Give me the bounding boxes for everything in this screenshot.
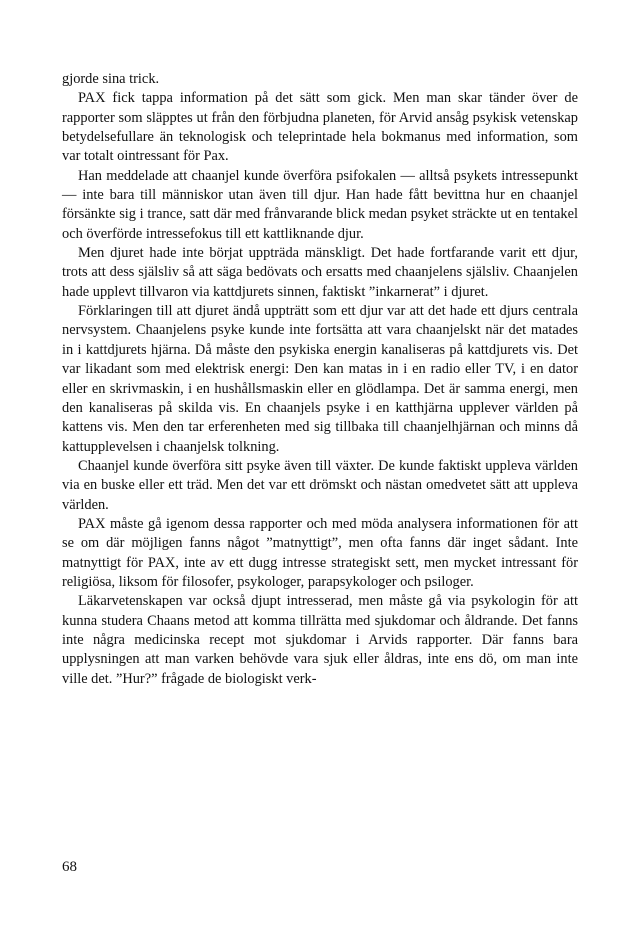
page-number: 68 [62,859,77,875]
paragraph: Men djuret hade inte börjat uppträda mänskligt. Det hade fortfarande varit ett djur, trots att dess själsliv så att säga bedövats och ersatts med chaanjelens själsliv. Chaanjelen hade upplevt tillvaron via kattdjurets sinnen, faktiskt ”inkarnerat” i djuret. [62,245,578,300]
paragraph: Chaanjel kunde överföra sitt psyke även till växter. De kunde faktiskt uppleva världen via en buske eller ett träd. Men det var ett drömskt och nästan omedvetet sätt att uppleva världen. [62,457,578,513]
paragraph: Han meddelade att chaanjel kunde överföra psifokalen — alltså psykets intressepunkt — inte bara till människor utan även till djur. Han hade fått bevittna hur en chaanjel försänkte sig i trance, satt där med frånvarande blick medan psyket sträckte ut en tentakel och överförde intressefokus till ett kattliknande djur. [62,167,578,242]
paragraph: PAX fick tappa information på det sätt som gick. Men man skar tänder över de rapporter som släpptes ut från den förbjudna planeten, för Arvid ansåg psykisk vetenskap betydelsefullare än teknologisk och teleprintade hela bokmanus med information, som var totalt ointressant för Pax. [62,90,578,165]
paragraph: PAX måste gå igenom dessa rapporter och med möda analysera informationen för att se om där möjligen fanns något ”matnyttigt”, men ofta fanns där inget sådant. Inte matnyttigt för PAX, inte av ett dugg intresse strategiskt sett, men mycket intressant för religiösa, liksom för filosofer, psykologer, parapsykologer och psiloger. [62,515,578,590]
paragraph: Förklaringen till att djuret ändå uppträtt som ett djur var att det hade ett djurs centrala nervsystem. Chaanjelens psyke kunde inte fortsätta att vara chaanjelskt när det matades in i kattdjurets hjärna. Då måste den psykiska energin kanaliseras på kattdjurets vis. Det var likadant som med elektrisk energi: Den kan matas in i en radio eller TV, i en dator eller en skrivmaskin, i en hushållsmaskin eller en glödlampa. Det är samma energi, men den kanaliseras på skilda vis. En chaanjels psyke i en katthjärna upplever världen på kattens vis. Men den tar erferenheten med sig tillbaka till chaanjelhjärnan och minns då kattupplevelsen i chaanjelsk tolkning. [62,303,578,455]
paragraph: Läkarvetenskapen var också djupt intresserad, men måste gå via psykologin för att kunna studera Chaans metod att komma tillrätta med sjukdomar och åldrande. Det fanns inte några medicinska recept mot sjukdomar i Arvids rapporter. Där fanns bara upplysningen att man varken behövde vara sjuk eller åldras, inte ens dö, om man inte ville det. ”Hur?” frågade de biologiskt verk- [62,593,578,687]
paragraph: gjorde sina trick. [62,71,160,87]
body-text [62,70,578,689]
